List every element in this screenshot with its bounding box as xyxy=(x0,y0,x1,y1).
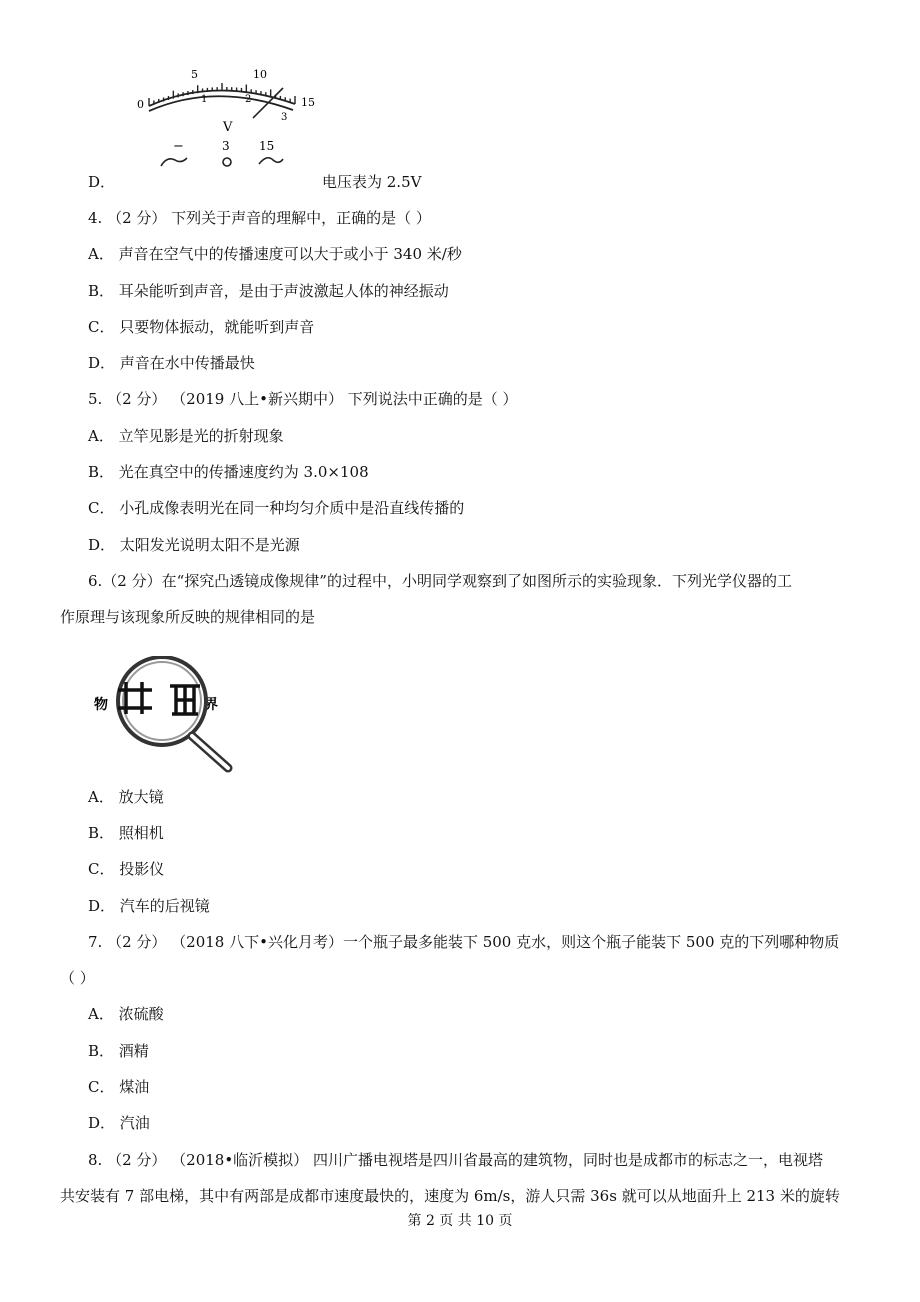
q5-option-c: C． 小孔成像表明光在同一种均匀介质中是沿直线传播的 xyxy=(88,499,465,517)
q5-option-b: B． 光在真空中的传播速度约为 3.0×108 xyxy=(88,463,369,481)
q4-option-b: B． 耳朵能听到声音，是由于声波激起人体的神经振动 xyxy=(88,282,449,300)
voltmeter-scale-top-10: 10 xyxy=(253,68,267,81)
voltmeter-scale-top-5: 5 xyxy=(191,68,198,81)
voltmeter-terminal-15: 15 xyxy=(259,139,275,153)
q6-option-a: A． 放大镜 xyxy=(88,788,164,806)
magnifier-right-char: 界 xyxy=(204,697,218,713)
q7-option-c: C． 煤油 xyxy=(88,1078,150,1096)
magnifier-left-char: 物 xyxy=(94,697,108,713)
voltmeter-scale-top-15: 15 xyxy=(301,96,315,109)
q7-stem-line2: （ ） xyxy=(60,969,95,987)
q6-option-b: B． 照相机 xyxy=(88,824,164,842)
voltmeter-scale-bottom-1: 1 xyxy=(201,94,208,105)
q8-stem-line2: 共安装有 7 部电梯，其中有两部是成都市速度最快的，速度为 6m/s，游人只需 36s 就可以从地面升上 213 米的旋转 xyxy=(60,1187,840,1205)
page-footer: 第 2 页 共 10 页 xyxy=(407,1213,513,1229)
voltmeter-scale-bottom-3: 3 xyxy=(281,112,288,123)
voltmeter-figure xyxy=(135,66,335,176)
q5-stem: 5. （2 分） （2019 八上•新兴期中） 下列说法中正确的是（ ） xyxy=(88,390,518,408)
q7-stem-line1: 7. （2 分） （2018 八下•兴化月考）一个瓶子最多能装下 500 克水，则这个瓶子能装下 500 克的下列哪种物质 xyxy=(88,933,840,951)
q6-option-c: C． 投影仪 xyxy=(88,860,165,878)
q4-option-a: A． 声音在空气中的传播速度可以大于或小于 340 米/秒 xyxy=(88,245,462,263)
q6-stem-line2: 作原理与该现象所反映的规律相同的是 xyxy=(60,608,316,626)
q8-stem-line1: 8. （2 分） （2018•临沂模拟） 四川广播电视塔是四川省最高的建筑物，同时也是成都市的标志之一，电视塔 xyxy=(88,1151,823,1169)
q4-stem: 4. （2 分） 下列关于声音的理解中，正确的是（ ） xyxy=(88,209,431,227)
voltmeter-scale-bottom-2: 2 xyxy=(245,94,252,105)
q4-option-d: D． 声音在水中传播最快 xyxy=(88,354,255,372)
q7-option-b: B． 酒精 xyxy=(88,1042,149,1060)
voltmeter-scale-bottom-0: 0 xyxy=(137,98,144,111)
voltmeter-unit: V xyxy=(223,120,233,135)
magnified-glyphs xyxy=(118,682,200,714)
voltmeter-terminal-3: 3 xyxy=(222,139,230,153)
magnifier-figure xyxy=(92,656,242,774)
q4-option-c: C． 只要物体振动，就能听到声音 xyxy=(88,318,315,336)
q7-option-a: A． 浓硫酸 xyxy=(88,1005,164,1023)
voltmeter-terminal-negative: − xyxy=(173,139,184,154)
q6-stem-line1: 6.（2 分）在“探究凸透镜成像规律”的过程中，小明同学观察到了如图所示的实验现象．下列光学仪器的工 xyxy=(88,572,792,590)
q6-option-d: D． 汽车的后视镜 xyxy=(88,897,210,915)
q5-option-a: A． 立竿见影是光的折射现象 xyxy=(88,427,284,445)
q3-option-d-label: D． xyxy=(88,173,116,191)
q3-option-d-text: 电压表为 2.5V xyxy=(322,173,422,191)
q7-option-d: D． 汽油 xyxy=(88,1114,150,1132)
q5-option-d: D． 太阳发光说明太阳不是光源 xyxy=(88,536,300,554)
